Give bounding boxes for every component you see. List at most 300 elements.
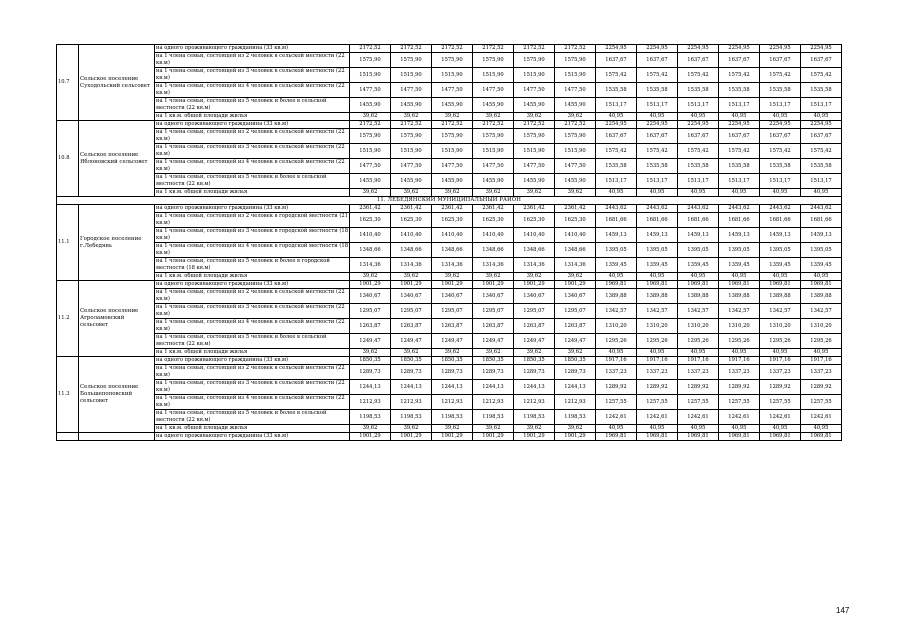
area-name (79, 433, 155, 441)
value-cell: 1515,90 (514, 144, 555, 159)
value-cell: 39,62 (473, 425, 514, 433)
value-cell: 1257,55 (719, 395, 760, 410)
value-cell: 1395,05 (637, 243, 678, 258)
row-description: на 1 кв.м. общей площади жилья (155, 113, 350, 121)
value-cell: 1242,61 (678, 410, 719, 425)
value-cell: 1637,67 (760, 53, 801, 68)
value-cell: 1850,35 (432, 357, 473, 365)
value-cell: 1901,29 (432, 281, 473, 289)
value-cell: 1969,81 (637, 281, 678, 289)
value-cell: 1850,35 (514, 357, 555, 365)
value-cell: 1342,57 (719, 304, 760, 319)
value-cell: 1575,42 (596, 144, 637, 159)
row-description: на 1 кв.м. общей площади жилья (155, 349, 350, 357)
value-cell: 39,62 (514, 189, 555, 197)
value-cell: 1513,17 (637, 174, 678, 189)
value-cell: 1410,40 (391, 228, 432, 243)
value-cell: 1257,55 (596, 395, 637, 410)
table-row (57, 273, 842, 281)
value-cell: 1337,23 (719, 365, 760, 380)
value-cell: 39,62 (555, 425, 596, 433)
value-cell: 1681,66 (801, 213, 842, 228)
value-cell: 1337,23 (801, 365, 842, 380)
table-row (57, 113, 842, 121)
value-cell: 1575,42 (637, 144, 678, 159)
value-cell: 40,95 (801, 189, 842, 197)
value-cell: 40,95 (596, 113, 637, 121)
value-cell: 2443,62 (801, 205, 842, 213)
value-cell: 39,62 (473, 273, 514, 281)
value-cell: 1249,47 (473, 334, 514, 349)
value-cell: 1295,26 (596, 334, 637, 349)
value-cell: 1314,36 (473, 258, 514, 273)
value-cell: 40,95 (678, 349, 719, 357)
value-cell: 1477,50 (514, 83, 555, 98)
value-cell: 1459,13 (678, 228, 719, 243)
value-cell: 1535,58 (678, 159, 719, 174)
value-cell: 1969,81 (801, 433, 842, 441)
value-cell: 1625,30 (514, 213, 555, 228)
table-row (57, 189, 842, 197)
value-cell: 39,62 (391, 349, 432, 357)
value-cell: 1340,67 (350, 289, 391, 304)
value-cell: 1314,36 (555, 258, 596, 273)
value-cell: 2361,42 (555, 205, 596, 213)
value-cell: 40,95 (760, 425, 801, 433)
row-description: на 1 члена семьи, состоящей из 3 человек в сельской местности (22 кв.м) (155, 380, 350, 395)
value-cell: 1310,20 (719, 319, 760, 334)
value-cell: 1917,16 (719, 357, 760, 365)
table-row (57, 228, 842, 243)
table-row (57, 289, 842, 304)
value-cell: 1410,40 (432, 228, 473, 243)
table-row (57, 45, 842, 53)
value-cell: 1850,35 (391, 357, 432, 365)
row-description: на 1 члена семьи, состоящей из 4 человек в сельской местности (22 кв.м) (155, 395, 350, 410)
value-cell: 2172,52 (473, 45, 514, 53)
value-cell: 1395,05 (596, 243, 637, 258)
value-cell: 1359,45 (678, 258, 719, 273)
value-cell: 1289,73 (350, 365, 391, 380)
value-cell: 2443,62 (596, 205, 637, 213)
value-cell: 1969,81 (678, 433, 719, 441)
value-cell: 1337,23 (637, 365, 678, 380)
value-cell: 1625,30 (432, 213, 473, 228)
table-row (57, 98, 842, 113)
table-row (57, 281, 842, 289)
value-cell: 1535,58 (760, 159, 801, 174)
value-cell: 1289,73 (555, 365, 596, 380)
value-cell: 1575,42 (596, 68, 637, 83)
value-cell: 1515,90 (432, 68, 473, 83)
value-cell: 39,62 (391, 113, 432, 121)
value-cell: 1212,93 (473, 395, 514, 410)
value-cell: 1455,90 (473, 98, 514, 113)
value-cell: 1901,29 (350, 281, 391, 289)
value-cell: 1515,90 (350, 68, 391, 83)
value-cell: 1310,20 (801, 319, 842, 334)
value-cell: 2172,52 (391, 121, 432, 129)
value-cell: 39,62 (432, 189, 473, 197)
value-cell: 1535,58 (637, 159, 678, 174)
value-cell: 1535,58 (719, 159, 760, 174)
value-cell: 1575,90 (391, 53, 432, 68)
value-cell: 1242,61 (760, 410, 801, 425)
table-row (57, 334, 842, 349)
value-cell: 40,95 (760, 349, 801, 357)
value-cell: 1337,23 (678, 365, 719, 380)
value-cell: 1289,73 (514, 365, 555, 380)
value-cell: 1969,81 (760, 281, 801, 289)
value-cell: 1575,42 (678, 68, 719, 83)
value-cell: 1901,29 (473, 433, 514, 441)
value-cell: 1575,42 (801, 144, 842, 159)
value-cell: 1625,30 (473, 213, 514, 228)
value-cell: 2361,42 (473, 205, 514, 213)
value-cell: 1575,42 (760, 68, 801, 83)
table-row (57, 357, 842, 365)
value-cell: 1348,66 (391, 243, 432, 258)
row-description: на 1 члена семьи, состоящей из 2 человек в сельской местности (22 кв.м) (155, 53, 350, 68)
value-cell: 1295,26 (719, 334, 760, 349)
value-cell: 1575,42 (678, 144, 719, 159)
value-cell: 40,95 (596, 189, 637, 197)
value-cell: 1477,50 (350, 83, 391, 98)
value-cell: 40,95 (719, 113, 760, 121)
value-cell: 39,62 (473, 189, 514, 197)
value-cell: 40,95 (596, 273, 637, 281)
value-cell: 40,95 (637, 425, 678, 433)
value-cell: 1513,17 (596, 98, 637, 113)
row-description: на 1 члена семьи, состоящей из 3 человек в сельской местности (22 кв.м) (155, 304, 350, 319)
value-cell: 1455,90 (514, 98, 555, 113)
value-cell: 1459,13 (719, 228, 760, 243)
value-cell: 1244,13 (350, 380, 391, 395)
value-cell: 1263,87 (473, 319, 514, 334)
value-cell: 1337,23 (760, 365, 801, 380)
value-cell: 1515,90 (432, 144, 473, 159)
table-row (57, 129, 842, 144)
value-cell: 1455,90 (432, 98, 473, 113)
value-cell: 1637,67 (719, 53, 760, 68)
value-cell: 1901,29 (391, 281, 432, 289)
value-cell: 1625,30 (350, 213, 391, 228)
value-cell: 2254,95 (719, 45, 760, 53)
row-description: на одного проживающего гражданина (33 кв.м) (155, 357, 350, 365)
value-cell: 1637,67 (637, 53, 678, 68)
table-row (57, 425, 842, 433)
value-cell: 40,95 (801, 113, 842, 121)
value-cell: 39,62 (514, 273, 555, 281)
value-cell: 1637,67 (596, 53, 637, 68)
value-cell: 39,62 (555, 189, 596, 197)
value-cell: 39,62 (473, 113, 514, 121)
value-cell: 1477,50 (555, 83, 596, 98)
value-cell: 1459,13 (760, 228, 801, 243)
value-cell: 1359,45 (760, 258, 801, 273)
value-cell: 1410,40 (514, 228, 555, 243)
value-cell: 1289,92 (801, 380, 842, 395)
value-cell: 39,62 (432, 425, 473, 433)
value-cell: 1917,16 (760, 357, 801, 365)
value-cell: 1969,81 (678, 281, 719, 289)
value-cell: 1637,67 (596, 129, 637, 144)
region-title: 11. ЛЕБЕДЯНСКИЙ МУНИЦИПАЛЬНЫЙ РАЙОН (57, 197, 842, 205)
value-cell: 1477,50 (432, 159, 473, 174)
value-cell: 1289,92 (637, 380, 678, 395)
value-cell: 1263,87 (555, 319, 596, 334)
value-cell: 1637,67 (801, 53, 842, 68)
value-cell: 1535,58 (596, 83, 637, 98)
table-row (57, 83, 842, 98)
value-cell: 1637,67 (801, 129, 842, 144)
value-cell: 40,95 (678, 189, 719, 197)
value-cell: 1969,81 (596, 433, 637, 441)
value-cell: 1257,55 (678, 395, 719, 410)
value-cell: 1389,88 (801, 289, 842, 304)
value-cell: 2172,52 (555, 121, 596, 129)
value-cell: 39,62 (555, 349, 596, 357)
value-cell: 1681,66 (719, 213, 760, 228)
value-cell: 2172,52 (350, 121, 391, 129)
table-row (57, 395, 842, 410)
value-cell: 1263,87 (391, 319, 432, 334)
value-cell: 1850,35 (473, 357, 514, 365)
value-cell: 1340,67 (555, 289, 596, 304)
value-cell: 1459,13 (637, 228, 678, 243)
value-cell: 1359,45 (596, 258, 637, 273)
value-cell: 1535,58 (596, 159, 637, 174)
row-description: на одного проживающего гражданина (33 кв.м) (155, 433, 350, 441)
value-cell: 2254,95 (637, 121, 678, 129)
value-cell: 2443,62 (637, 205, 678, 213)
value-cell: 2172,52 (432, 121, 473, 129)
table-row (57, 174, 842, 189)
value-cell: 1477,50 (473, 159, 514, 174)
value-cell: 1348,66 (350, 243, 391, 258)
value-cell: 1535,58 (801, 159, 842, 174)
value-cell: 2361,42 (350, 205, 391, 213)
value-cell: 2361,42 (514, 205, 555, 213)
value-cell: 1455,90 (514, 174, 555, 189)
value-cell: 2254,95 (760, 121, 801, 129)
value-cell: 1249,47 (350, 334, 391, 349)
value-cell: 1244,13 (473, 380, 514, 395)
value-cell: 1389,88 (678, 289, 719, 304)
value-cell: 2172,52 (514, 45, 555, 53)
value-cell: 2361,42 (391, 205, 432, 213)
value-cell: 1637,67 (678, 129, 719, 144)
value-cell: 1513,17 (719, 98, 760, 113)
value-cell: 39,62 (432, 273, 473, 281)
value-cell: 1901,29 (555, 281, 596, 289)
value-cell: 39,62 (350, 349, 391, 357)
row-description: на 1 члена семьи, состоящей из 5 человек и более в сельской местности (22 кв.м) (155, 334, 350, 349)
value-cell: 39,62 (391, 425, 432, 433)
value-cell: 1295,26 (637, 334, 678, 349)
value-cell: 1917,16 (637, 357, 678, 365)
row-description: на 1 члена семьи, состоящей из 4 человек в городской местности (18 кв.м) (156, 243, 349, 256)
value-cell: 1513,17 (678, 98, 719, 113)
value-cell: 1342,57 (637, 304, 678, 319)
value-cell: 1901,29 (350, 433, 391, 441)
table-row (57, 68, 842, 83)
value-cell: 1455,90 (555, 174, 596, 189)
row-description: на 1 члена семьи, состоящей из 2 человек в сельской местности (22 кв.м) (155, 365, 350, 380)
value-cell: 1515,90 (391, 144, 432, 159)
value-cell: 1637,67 (719, 129, 760, 144)
value-cell: 1242,61 (637, 410, 678, 425)
value-cell: 1310,20 (678, 319, 719, 334)
value-cell: 1263,87 (514, 319, 555, 334)
value-cell: 1348,66 (432, 243, 473, 258)
value-cell: 1242,61 (719, 410, 760, 425)
value-cell: 1359,45 (637, 258, 678, 273)
value-cell: 2172,52 (391, 45, 432, 53)
value-cell: 1348,66 (514, 243, 555, 258)
area-name: Сельское поселение Суходольский сельсовет (79, 45, 155, 121)
value-cell: 2254,95 (596, 45, 637, 53)
value-cell: 1249,47 (555, 334, 596, 349)
value-cell: 1901,29 (432, 433, 473, 441)
value-cell: 1249,47 (391, 334, 432, 349)
value-cell: 1212,93 (432, 395, 473, 410)
value-cell: 39,62 (432, 349, 473, 357)
value-cell: 1515,90 (555, 144, 596, 159)
value-cell: 40,95 (678, 425, 719, 433)
value-cell: 1244,13 (514, 380, 555, 395)
value-cell: 1455,90 (555, 98, 596, 113)
row-description: на одного проживающего гражданина (33 кв.м) (155, 45, 350, 53)
value-cell: 1575,90 (473, 129, 514, 144)
value-cell: 1575,90 (514, 53, 555, 68)
value-cell: 1681,66 (596, 213, 637, 228)
value-cell: 2172,52 (473, 121, 514, 129)
value-cell: 1575,90 (514, 129, 555, 144)
value-cell: 1969,81 (719, 281, 760, 289)
value-cell: 1901,29 (391, 433, 432, 441)
value-cell: 40,95 (637, 113, 678, 121)
value-cell: 1289,92 (760, 380, 801, 395)
row-description: на 1 кв.м. общей площади жилья (155, 273, 350, 281)
value-cell: 1477,50 (391, 159, 432, 174)
value-cell: 1389,88 (760, 289, 801, 304)
row-description: на 1 члена семьи, состоящей из 4 человек в сельской местности (22 кв.м) (155, 319, 350, 334)
value-cell: 1295,26 (678, 334, 719, 349)
table-row (57, 349, 842, 357)
value-cell: 1513,17 (760, 98, 801, 113)
value-cell: 1198,53 (350, 410, 391, 425)
value-cell: 1342,57 (678, 304, 719, 319)
value-cell: 1535,58 (801, 83, 842, 98)
value-cell: 1681,66 (678, 213, 719, 228)
value-cell: 2443,62 (678, 205, 719, 213)
value-cell: 1212,93 (514, 395, 555, 410)
value-cell: 1342,57 (801, 304, 842, 319)
value-cell: 40,95 (801, 425, 842, 433)
value-cell: 1257,55 (637, 395, 678, 410)
value-cell: 1515,90 (473, 144, 514, 159)
value-cell: 40,95 (596, 349, 637, 357)
value-cell: 1850,35 (555, 357, 596, 365)
value-cell: 1575,42 (719, 144, 760, 159)
value-cell: 40,95 (719, 189, 760, 197)
value-cell: 1295,07 (350, 304, 391, 319)
value-cell: 2254,95 (801, 45, 842, 53)
value-cell: 1477,50 (432, 83, 473, 98)
table-row (57, 365, 842, 380)
value-cell: 2361,42 (432, 205, 473, 213)
value-cell: 1310,20 (760, 319, 801, 334)
value-cell: 1535,58 (760, 83, 801, 98)
value-cell: 1289,73 (391, 365, 432, 380)
value-cell: 1395,05 (719, 243, 760, 258)
value-cell: 1477,50 (350, 159, 391, 174)
value-cell: 1575,90 (432, 129, 473, 144)
value-cell: 1459,13 (596, 228, 637, 243)
value-cell: 1477,50 (555, 159, 596, 174)
value-cell: 1389,88 (596, 289, 637, 304)
value-cell: 2172,52 (432, 45, 473, 53)
area-number: 11.3 (57, 357, 79, 433)
value-cell: 1575,42 (760, 144, 801, 159)
area-name: Городское поселение г.Лебедянь (79, 205, 155, 281)
value-cell: 39,62 (555, 113, 596, 121)
value-cell: 1198,53 (432, 410, 473, 425)
value-cell: 39,62 (350, 113, 391, 121)
value-cell: 1917,16 (801, 357, 842, 365)
value-cell: 2443,62 (719, 205, 760, 213)
area-number (57, 433, 79, 441)
value-cell: 1348,66 (555, 243, 596, 258)
value-cell: 40,95 (760, 273, 801, 281)
value-cell: 1513,17 (678, 174, 719, 189)
value-cell: 1340,67 (391, 289, 432, 304)
value-cell: 1575,42 (637, 68, 678, 83)
value-cell: 39,62 (350, 189, 391, 197)
value-cell: 1263,87 (432, 319, 473, 334)
value-cell: 1340,67 (432, 289, 473, 304)
value-cell: 2172,52 (350, 45, 391, 53)
row-description: на одного проживающего гражданина (33 кв.м) (155, 205, 350, 213)
value-cell: 1289,92 (596, 380, 637, 395)
row-description: на 1 члена семьи, состоящей из 2 человек в сельской местности (22 кв.м) (155, 289, 350, 304)
value-cell: 39,62 (473, 349, 514, 357)
table-row (57, 121, 842, 129)
value-cell: 1289,92 (678, 380, 719, 395)
value-cell: 39,62 (514, 113, 555, 121)
value-cell: 1455,90 (350, 98, 391, 113)
value-cell: 1395,05 (760, 243, 801, 258)
value-cell: 1969,81 (719, 433, 760, 441)
value-cell: 1535,58 (678, 83, 719, 98)
value-cell: 1348,66 (473, 243, 514, 258)
row-description: на 1 кв.м. общей площади жилья (155, 189, 350, 197)
area-number: 11.2 (57, 281, 79, 357)
value-cell: 1477,50 (391, 83, 432, 98)
value-cell: 1969,81 (596, 281, 637, 289)
value-cell: 39,62 (391, 189, 432, 197)
value-cell: 39,62 (350, 425, 391, 433)
value-cell: 1901,29 (514, 281, 555, 289)
value-cell: 1257,55 (801, 395, 842, 410)
value-cell: 2443,62 (760, 205, 801, 213)
value-cell: 1395,05 (801, 243, 842, 258)
value-cell: 1242,61 (596, 410, 637, 425)
value-cell: 1513,17 (760, 174, 801, 189)
value-cell: 1244,13 (391, 380, 432, 395)
value-cell: 1295,26 (760, 334, 801, 349)
